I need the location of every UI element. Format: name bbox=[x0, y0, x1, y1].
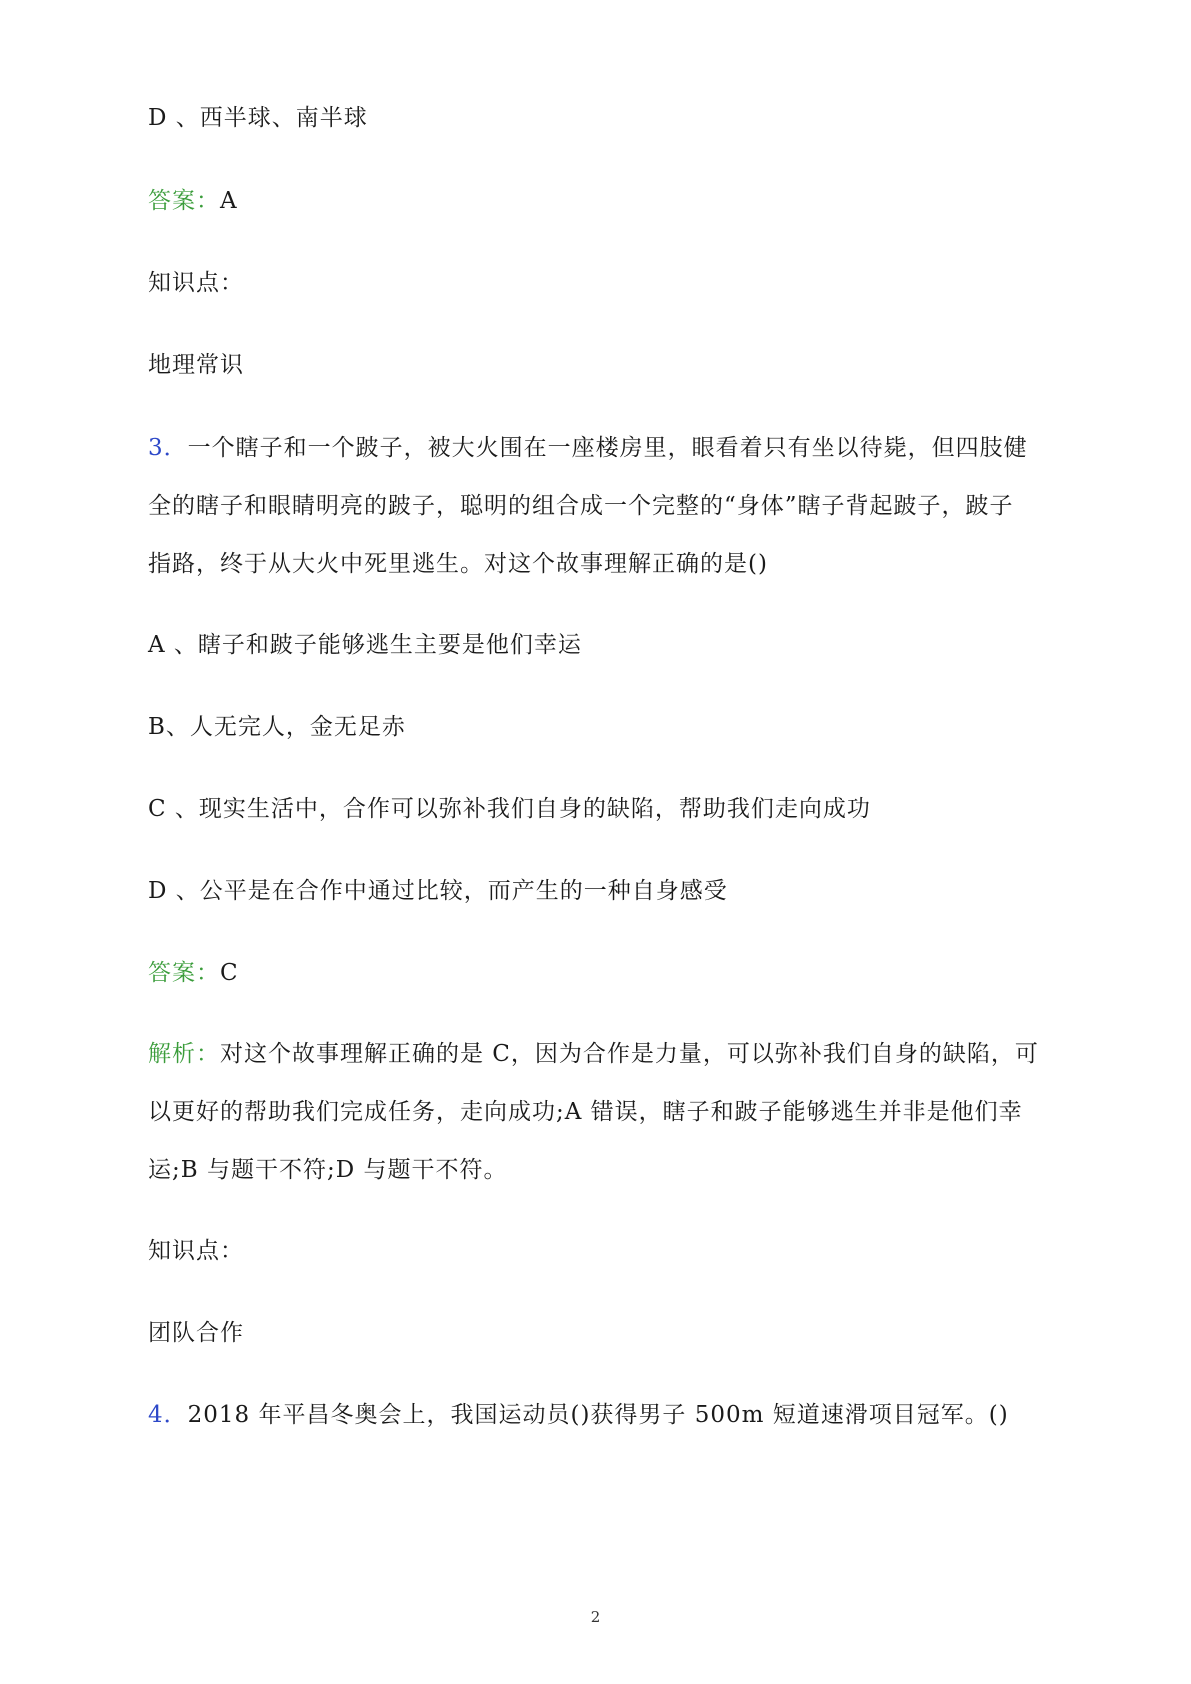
q3-option-b: B、人无完人，金无足赤 bbox=[148, 714, 406, 740]
q3-option-d: D 、公平是在合作中通过比较，而产生的一种自身感受 bbox=[148, 878, 728, 904]
q2-knowledge-label: 知识点： bbox=[148, 270, 244, 296]
q2-option-d: D 、西半球、南半球 bbox=[148, 105, 368, 131]
answer-value: A bbox=[220, 188, 238, 214]
q3-stem-line-2: 全的瞎子和眼睛明亮的跛子，聪明的组合成一个完整的“身体”瞎子背起跛子，跛子 bbox=[148, 493, 1014, 519]
answer-label: 答案： bbox=[148, 960, 220, 986]
q3-analysis-line-3: 运;B 与题干不符;D 与题干不符。 bbox=[148, 1157, 508, 1183]
q4-stem-line-1 bbox=[148, 1400, 1009, 1430]
answer-value: C bbox=[220, 960, 239, 986]
q3-stem-line-1 bbox=[148, 433, 1028, 463]
q3-stem-line-3: 指路，终于从大火中死里逃生。对这个故事理解正确的是() bbox=[148, 551, 768, 577]
q3-analysis-line-2: 以更好的帮助我们完成任务，走向成功;A 错误，瞎子和跛子能够逃生并非是他们幸 bbox=[148, 1099, 1023, 1125]
answer-label: 答案： bbox=[148, 188, 220, 214]
analysis-label: 解析： bbox=[148, 1041, 220, 1067]
q3-knowledge-value: 团队合作 bbox=[148, 1320, 244, 1346]
question-number: 4． bbox=[148, 1402, 188, 1428]
q3-option-c: C 、现实生活中，合作可以弥补我们自身的缺陷，帮助我们走向成功 bbox=[148, 796, 871, 822]
q3-answer bbox=[148, 958, 239, 988]
page-number: 2 bbox=[590, 1608, 601, 1626]
question-text: 一个瞎子和一个跛子，被大火围在一座楼房里，眼看着只有坐以待毙，但四肢健 bbox=[187, 435, 1028, 461]
q2-answer bbox=[148, 186, 238, 216]
q3-analysis-line-1 bbox=[148, 1039, 1039, 1069]
q2-knowledge-value: 地理常识 bbox=[148, 352, 244, 378]
analysis-text: 对这个故事理解正确的是 C，因为合作是力量，可以弥补我们自身的缺陷，可 bbox=[220, 1041, 1039, 1067]
question-text: 2018 年平昌冬奥会上，我国运动员()获得男子 500m 短道速滑项目冠军。() bbox=[187, 1402, 1009, 1428]
question-number: 3． bbox=[148, 435, 188, 461]
q3-option-a: A 、瞎子和跛子能够逃生主要是他们幸运 bbox=[148, 632, 582, 658]
q3-knowledge-label: 知识点： bbox=[148, 1238, 244, 1264]
